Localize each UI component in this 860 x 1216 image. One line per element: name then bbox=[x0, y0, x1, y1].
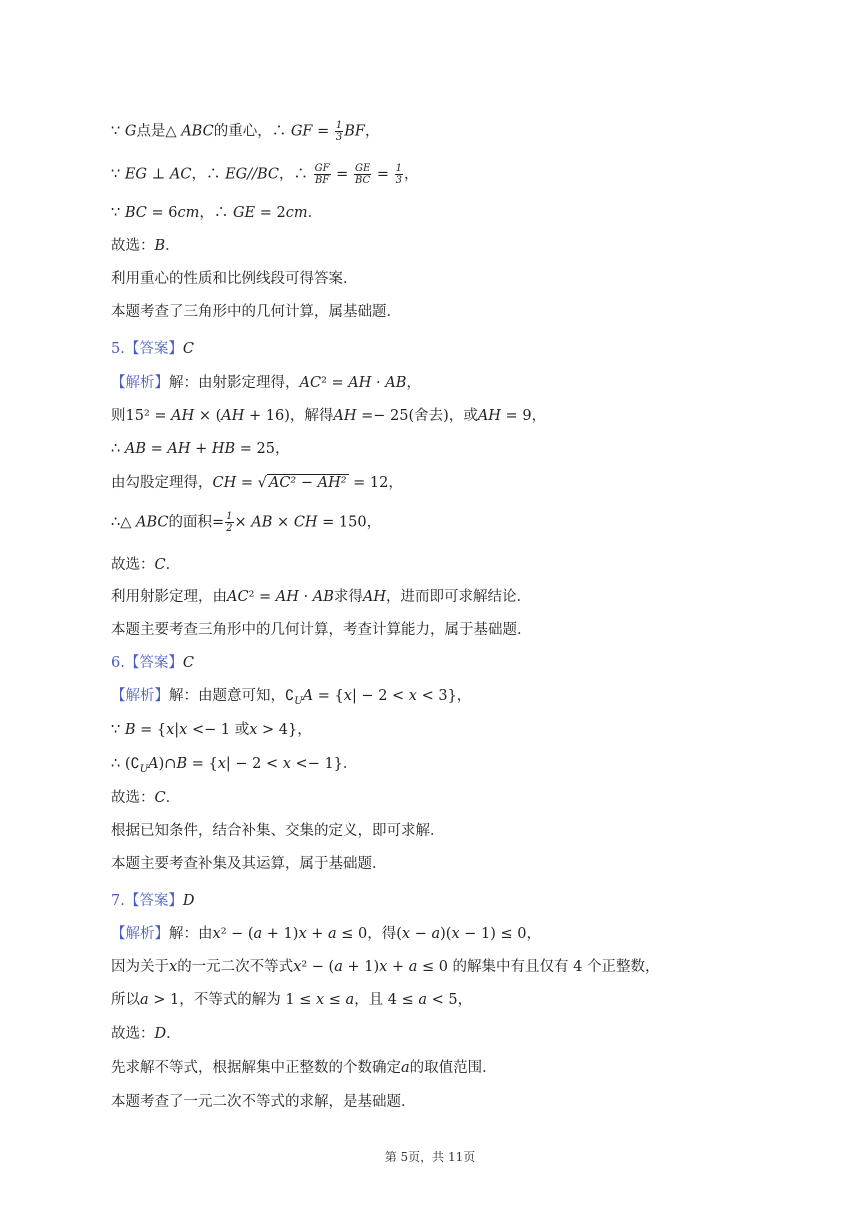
text-line bbox=[111, 990, 820, 1010]
math-text: A bbox=[302, 688, 314, 704]
fraction: $\frac{1}{3}$ bbox=[395, 163, 402, 186]
text: ∴ bbox=[111, 441, 125, 457]
text: 本题考查了三角形中的几何计算，属基础题． bbox=[111, 304, 401, 320]
answer-heading: 7.【答案】 bbox=[111, 893, 183, 909]
text: = { bbox=[187, 756, 218, 772]
text: = 25， bbox=[235, 441, 290, 457]
text-line bbox=[111, 439, 820, 459]
text: ，进而即可求解结论． bbox=[385, 589, 531, 605]
answer-heading: 6.【答案】 bbox=[111, 655, 183, 671]
math-text: B bbox=[124, 722, 136, 738]
text: 的取值范围． bbox=[409, 1060, 497, 1076]
math-text: AB bbox=[385, 375, 407, 391]
text: 故选： bbox=[111, 1026, 155, 1042]
math-text: G bbox=[124, 123, 137, 140]
text: 故选： bbox=[111, 790, 155, 806]
math-text: x bbox=[217, 756, 226, 772]
text: 故选： bbox=[111, 557, 155, 573]
math-text: a bbox=[418, 992, 428, 1008]
text: 点是△ bbox=[136, 123, 182, 140]
text: > 4}， bbox=[257, 722, 312, 738]
math-text: AH bbox=[275, 589, 299, 605]
math-text: x bbox=[293, 959, 302, 975]
text: <− 1 或 bbox=[187, 722, 250, 738]
text: | bbox=[174, 722, 180, 738]
text: ． bbox=[166, 1026, 181, 1042]
math-text: x bbox=[315, 992, 325, 1008]
math-text: AH bbox=[348, 375, 372, 391]
text: ． bbox=[165, 238, 180, 254]
text: 故选： bbox=[111, 238, 155, 254]
text: + 1) bbox=[342, 959, 380, 975]
text: ． bbox=[165, 557, 181, 573]
math-text: B bbox=[154, 238, 166, 254]
text-line bbox=[111, 120, 820, 143]
fraction: $\frac{GE}{BC}$ bbox=[354, 163, 371, 186]
math-text: EG//BC bbox=[225, 166, 280, 183]
text-line bbox=[111, 686, 820, 712]
text: 则15² = bbox=[111, 408, 172, 424]
text: 根据已知条件，结合补集、交集的定义，即可求解． bbox=[111, 823, 445, 839]
text: 因为关于 bbox=[111, 959, 169, 975]
text: + bbox=[190, 441, 212, 457]
text-line bbox=[111, 1058, 820, 1078]
math-text: EG bbox=[124, 166, 148, 183]
math-text: B bbox=[176, 756, 188, 772]
math-text: AC bbox=[227, 589, 249, 605]
text: > 1，不等式的解为 1 ≤ bbox=[148, 992, 316, 1008]
text: = bbox=[312, 123, 334, 140]
text-line bbox=[111, 620, 820, 640]
text-line bbox=[111, 302, 820, 322]
text: 先求解不等式，根据解集中正整数的个数确定 bbox=[111, 1060, 401, 1076]
math-text: a bbox=[431, 926, 441, 942]
math-text: AH bbox=[362, 589, 386, 605]
math-text: x bbox=[212, 926, 221, 942]
text: ，∴ bbox=[199, 205, 233, 221]
math-text: AB bbox=[312, 589, 334, 605]
math-text: a bbox=[408, 959, 418, 975]
math-text: AC² − AH² bbox=[268, 475, 347, 491]
text: ∵ bbox=[111, 205, 125, 221]
text-line bbox=[111, 236, 820, 256]
math-text: cm bbox=[177, 205, 200, 221]
math-text: x bbox=[379, 959, 388, 975]
text: = 150， bbox=[317, 514, 382, 531]
analysis-tag: 【解析】 bbox=[111, 926, 169, 942]
text: = 9， bbox=[500, 408, 547, 424]
text: + 16)，解得 bbox=[244, 408, 334, 424]
text: = 6 bbox=[146, 205, 178, 221]
text: ² − ( bbox=[301, 959, 335, 975]
answer-heading: 5.【答案】 bbox=[111, 341, 183, 357]
math-text: D bbox=[182, 893, 195, 909]
text: 所以 bbox=[111, 992, 140, 1008]
text: ² = bbox=[248, 589, 276, 605]
text: − bbox=[410, 926, 432, 942]
text: <− 1}． bbox=[290, 756, 358, 772]
text: )( bbox=[440, 926, 452, 942]
text: + 1) bbox=[262, 926, 299, 942]
text: 利用重心的性质和比例线段可得答案． bbox=[111, 271, 358, 287]
text: + bbox=[387, 959, 409, 975]
math-text: AH bbox=[477, 408, 501, 424]
text: + bbox=[306, 926, 328, 942]
text: ≤ bbox=[324, 992, 346, 1008]
math-text: BC bbox=[124, 205, 147, 221]
text: = bbox=[145, 441, 168, 457]
text: 解：由射影定理得， bbox=[169, 375, 300, 391]
text-line bbox=[111, 339, 820, 359]
analysis-tag: 【解析】 bbox=[111, 688, 169, 704]
text: < 5， bbox=[427, 992, 473, 1008]
text: 求得 bbox=[333, 589, 363, 605]
text: × bbox=[234, 514, 252, 531]
math-text: CH bbox=[293, 514, 318, 531]
text: ∴ (∁ bbox=[111, 756, 140, 772]
math-text: AH bbox=[171, 408, 195, 424]
text: 解：由题意可知，∁ bbox=[169, 688, 295, 704]
text: ∵ bbox=[111, 722, 125, 738]
math-text: C bbox=[154, 790, 166, 806]
text: ∴△ bbox=[111, 514, 136, 531]
text: =− 25(舍去)，或 bbox=[356, 408, 478, 424]
math-text: GF bbox=[290, 123, 313, 140]
math-text: a bbox=[345, 992, 355, 1008]
text: | − 2 < bbox=[351, 688, 409, 704]
text: 由勾股定理得， bbox=[111, 475, 213, 491]
text: × ( bbox=[194, 408, 222, 424]
text: ∵ bbox=[111, 166, 125, 183]
math-text: ABC bbox=[181, 123, 214, 140]
text: = { bbox=[135, 722, 167, 738]
text-line bbox=[111, 891, 820, 911]
math-text: a bbox=[334, 959, 343, 975]
text-line bbox=[111, 163, 820, 186]
math-text: x bbox=[282, 756, 291, 772]
fraction: $\frac{1}{2}$ bbox=[226, 511, 233, 534]
math-text: x bbox=[343, 688, 352, 704]
text: 利用射影定理，由 bbox=[111, 589, 227, 605]
text: · bbox=[298, 589, 313, 605]
math-text: CH bbox=[212, 475, 237, 491]
text-line bbox=[111, 1024, 820, 1044]
text: ≤ 0，得( bbox=[336, 926, 402, 942]
text-line bbox=[111, 511, 820, 534]
math-text: AH bbox=[221, 408, 245, 424]
math-text: a bbox=[328, 926, 337, 942]
text-line bbox=[111, 720, 820, 740]
text: ∵ bbox=[111, 123, 125, 140]
text-line bbox=[111, 269, 820, 289]
math-text: AC bbox=[299, 375, 322, 391]
text: 的面积= bbox=[168, 514, 225, 531]
text-line bbox=[111, 587, 820, 607]
math-text: AC bbox=[169, 166, 192, 183]
math-text: a bbox=[140, 992, 149, 1008]
math-text: x bbox=[451, 926, 460, 942]
text: ，∴ bbox=[279, 166, 313, 183]
page-footer: 第 5页，共 11页 bbox=[384, 1150, 476, 1164]
text-line bbox=[111, 653, 820, 673]
text: < 3}， bbox=[416, 688, 472, 704]
math-text: x bbox=[169, 959, 178, 975]
text: ，∴ bbox=[191, 166, 226, 183]
math-text: AB bbox=[251, 514, 273, 531]
math-text: C bbox=[154, 557, 166, 573]
math-text: AH bbox=[167, 441, 191, 457]
text: = bbox=[372, 166, 394, 183]
math-text: D bbox=[154, 1026, 167, 1042]
text: · bbox=[371, 375, 386, 391]
text-line bbox=[111, 203, 820, 223]
text: = { bbox=[313, 688, 344, 704]
text: = √ bbox=[236, 475, 267, 491]
text: ． bbox=[165, 790, 181, 806]
math-text: HB bbox=[211, 441, 236, 457]
text-line bbox=[111, 821, 820, 841]
math-text: a bbox=[401, 1060, 410, 1076]
text: 解：由 bbox=[169, 926, 213, 942]
text-line bbox=[111, 373, 820, 393]
text-line bbox=[111, 924, 820, 944]
math-text: cm bbox=[285, 205, 308, 221]
text: ≤ 0 的解集中有且仅有 4 个正整数， bbox=[417, 959, 660, 975]
text: ， bbox=[404, 166, 419, 183]
math-text: x bbox=[298, 926, 307, 942]
math-text: C bbox=[182, 341, 194, 357]
text: ， bbox=[364, 123, 380, 140]
analysis-tag: 【解析】 bbox=[111, 375, 169, 391]
math-text: x bbox=[179, 722, 188, 738]
text: ， bbox=[406, 375, 421, 391]
math-text: U bbox=[294, 695, 303, 707]
math-text: x bbox=[408, 688, 417, 704]
text-line bbox=[111, 1092, 820, 1112]
math-text: x bbox=[401, 926, 411, 942]
math-text: x bbox=[166, 722, 175, 738]
text: ，且 4 ≤ bbox=[354, 992, 419, 1008]
math-text: GE bbox=[232, 205, 256, 221]
math-text: x bbox=[249, 722, 258, 738]
text-line bbox=[111, 406, 820, 426]
text: 本题主要考查三角形中的几何计算，考查计算能力，属于基础题． bbox=[111, 622, 532, 638]
text: 的一元二次不等式 bbox=[177, 959, 294, 975]
text-line bbox=[111, 754, 820, 780]
text: ² = bbox=[321, 375, 349, 391]
math-text: ABC bbox=[136, 514, 169, 531]
fraction: $\frac{GF}{BF}$ bbox=[314, 163, 330, 186]
text: = 2 bbox=[255, 205, 286, 221]
math-text: U bbox=[139, 763, 149, 775]
text: ² − ( bbox=[220, 926, 254, 942]
text: = bbox=[331, 166, 353, 183]
text-line bbox=[111, 957, 820, 977]
text: ． bbox=[307, 205, 323, 221]
text: ⊥ bbox=[147, 166, 170, 183]
math-text: AH bbox=[333, 408, 357, 424]
text: = 12， bbox=[348, 475, 403, 491]
text: | − 2 < bbox=[225, 756, 283, 772]
text-line bbox=[111, 788, 820, 808]
text-line bbox=[111, 854, 820, 874]
text: 的重心，∴ bbox=[213, 123, 291, 140]
text: 本题主要考查补集及其运算，属于基础题． bbox=[111, 856, 387, 872]
text-line bbox=[111, 555, 820, 575]
math-text: a bbox=[253, 926, 263, 942]
text: 本题考查了一元二次不等式的求解，是基础题． bbox=[111, 1094, 416, 1110]
math-text: A bbox=[148, 756, 159, 772]
math-text: C bbox=[182, 655, 194, 671]
text-line bbox=[111, 473, 820, 493]
text: − 1) ≤ 0， bbox=[459, 926, 541, 942]
math-text: AB bbox=[124, 441, 146, 457]
math-text: BF bbox=[344, 123, 365, 140]
text: )∩ bbox=[158, 756, 177, 772]
text: × bbox=[272, 514, 294, 531]
fraction: $\frac{1}{3}$ bbox=[335, 120, 343, 143]
